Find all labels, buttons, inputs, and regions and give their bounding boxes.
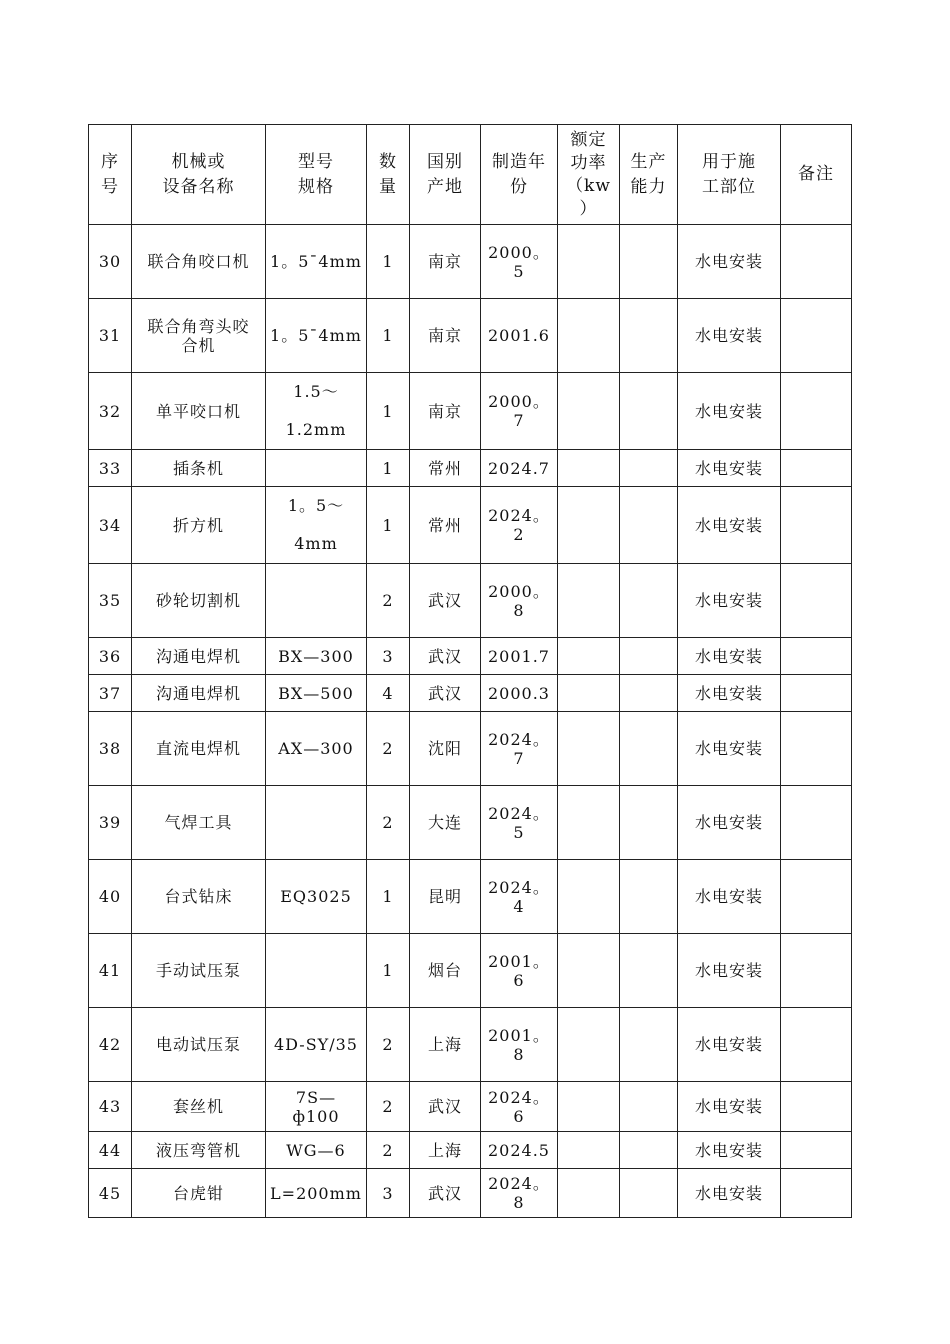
row-model — [266, 934, 367, 1008]
row-use: 水电安装 — [678, 712, 781, 786]
row-use: 水电安装 — [678, 638, 781, 675]
row-qty: 2 — [367, 1132, 410, 1169]
row-origin: 沈阳 — [410, 712, 481, 786]
row-use: 水电安装 — [678, 1082, 781, 1132]
table-row — [89, 675, 852, 712]
row-capacity — [620, 564, 678, 638]
header-qty: 数 量 — [367, 125, 410, 225]
row-qty: 1 — [367, 450, 410, 487]
row-use: 水电安装 — [678, 1008, 781, 1082]
row-year: 2024.7 — [481, 450, 558, 487]
table-row — [89, 638, 852, 675]
row-note — [781, 675, 852, 712]
row-model — [266, 450, 367, 487]
row-power — [558, 564, 620, 638]
table-row — [89, 299, 852, 373]
row-name: 折方机 — [132, 487, 266, 564]
row-note — [781, 860, 852, 934]
row-origin: 昆明 — [410, 860, 481, 934]
row-power — [558, 1082, 620, 1132]
row-name: 直流电焊机 — [132, 712, 266, 786]
row-note — [781, 638, 852, 675]
row-note — [781, 786, 852, 860]
row-no: 39 — [89, 786, 132, 860]
row-model — [266, 564, 367, 638]
row-no: 38 — [89, 712, 132, 786]
table-row — [89, 487, 852, 564]
row-use: 水电安装 — [678, 1132, 781, 1169]
row-year: 2000。 5 — [481, 225, 558, 299]
row-note — [781, 1008, 852, 1082]
row-name: 单平咬口机 — [132, 373, 266, 450]
row-power — [558, 299, 620, 373]
row-no: 36 — [89, 638, 132, 675]
row-year: 2024。 6 — [481, 1082, 558, 1132]
row-note — [781, 1082, 852, 1132]
row-year: 2024。 7 — [481, 712, 558, 786]
row-qty: 2 — [367, 712, 410, 786]
row-name: 电动试压泵 — [132, 1008, 266, 1082]
row-name: 套丝机 — [132, 1082, 266, 1132]
row-origin: 南京 — [410, 373, 481, 450]
table-row — [89, 712, 852, 786]
table-row — [89, 373, 852, 450]
row-origin: 常州 — [410, 487, 481, 564]
row-model — [266, 786, 367, 860]
row-note — [781, 487, 852, 564]
table-row — [89, 786, 852, 860]
row-origin: 常州 — [410, 450, 481, 487]
row-origin: 南京 — [410, 225, 481, 299]
row-use: 水电安装 — [678, 934, 781, 1008]
header-use: 用于施 工部位 — [678, 125, 781, 225]
row-capacity — [620, 675, 678, 712]
header-power: 额定 功率 （kw ） — [558, 125, 620, 225]
row-model: 1。5¯4mm — [266, 225, 367, 299]
row-no: 31 — [89, 299, 132, 373]
row-capacity — [620, 860, 678, 934]
row-note — [781, 712, 852, 786]
row-qty: 4 — [367, 675, 410, 712]
row-name: 沟通电焊机 — [132, 675, 266, 712]
row-capacity — [620, 1008, 678, 1082]
row-origin: 南京 — [410, 299, 481, 373]
row-model: L=200mm — [266, 1169, 367, 1218]
row-year: 2000。 8 — [481, 564, 558, 638]
row-no: 37 — [89, 675, 132, 712]
row-year: 2024。 4 — [481, 860, 558, 934]
header-name: 机械或 设备名称 — [132, 125, 266, 225]
row-power — [558, 225, 620, 299]
row-name: 砂轮切割机 — [132, 564, 266, 638]
table-row — [89, 564, 852, 638]
row-year: 2024。 5 — [481, 786, 558, 860]
row-capacity — [620, 487, 678, 564]
row-no: 32 — [89, 373, 132, 450]
row-qty: 1 — [367, 225, 410, 299]
table-row — [89, 225, 852, 299]
table-row — [89, 1132, 852, 1169]
row-year: 2024.5 — [481, 1132, 558, 1169]
row-use: 水电安装 — [678, 450, 781, 487]
row-capacity — [620, 1082, 678, 1132]
row-power — [558, 1169, 620, 1218]
row-use: 水电安装 — [678, 1169, 781, 1218]
row-year: 2001。 6 — [481, 934, 558, 1008]
row-power — [558, 487, 620, 564]
row-origin: 上海 — [410, 1008, 481, 1082]
row-use: 水电安装 — [678, 225, 781, 299]
table-row — [89, 860, 852, 934]
row-model: WG—6 — [266, 1132, 367, 1169]
row-year: 2024。 2 — [481, 487, 558, 564]
row-name: 插条机 — [132, 450, 266, 487]
header-no: 序 号 — [89, 125, 132, 225]
row-model: 1。5～ 4mm — [266, 487, 367, 564]
row-origin: 武汉 — [410, 638, 481, 675]
row-name: 液压弯管机 — [132, 1132, 266, 1169]
header-capacity: 生产 能力 — [620, 125, 678, 225]
row-capacity — [620, 373, 678, 450]
row-qty: 3 — [367, 1169, 410, 1218]
table-row — [89, 934, 852, 1008]
row-note — [781, 299, 852, 373]
row-origin: 武汉 — [410, 675, 481, 712]
row-origin: 武汉 — [410, 564, 481, 638]
row-name: 手动试压泵 — [132, 934, 266, 1008]
equipment-table — [88, 124, 852, 1218]
row-capacity — [620, 225, 678, 299]
table-body — [89, 225, 852, 1218]
table-row — [89, 1008, 852, 1082]
row-name: 台虎钳 — [132, 1169, 266, 1218]
row-qty: 1 — [367, 373, 410, 450]
row-model: AX—300 — [266, 712, 367, 786]
row-no: 44 — [89, 1132, 132, 1169]
row-note — [781, 450, 852, 487]
row-origin: 大连 — [410, 786, 481, 860]
row-capacity — [620, 786, 678, 860]
row-note — [781, 1132, 852, 1169]
row-qty: 3 — [367, 638, 410, 675]
row-power — [558, 675, 620, 712]
row-model: 1。5¯4mm — [266, 299, 367, 373]
row-model: 4D-SY/35 — [266, 1008, 367, 1082]
row-use: 水电安装 — [678, 675, 781, 712]
row-use: 水电安装 — [678, 299, 781, 373]
row-qty: 2 — [367, 786, 410, 860]
row-use: 水电安装 — [678, 373, 781, 450]
row-no: 30 — [89, 225, 132, 299]
row-qty: 2 — [367, 564, 410, 638]
row-note — [781, 934, 852, 1008]
row-model: EQ3025 — [266, 860, 367, 934]
row-model: BX—300 — [266, 638, 367, 675]
table-row — [89, 450, 852, 487]
header-origin: 国别 产地 — [410, 125, 481, 225]
header-note: 备注 — [781, 125, 852, 225]
row-qty: 2 — [367, 1008, 410, 1082]
header-model: 型号 规格 — [266, 125, 367, 225]
row-note — [781, 225, 852, 299]
row-capacity — [620, 638, 678, 675]
row-origin: 武汉 — [410, 1082, 481, 1132]
row-capacity — [620, 1132, 678, 1169]
row-capacity — [620, 1169, 678, 1218]
row-qty: 1 — [367, 934, 410, 1008]
row-name: 气焊工具 — [132, 786, 266, 860]
row-no: 41 — [89, 934, 132, 1008]
row-capacity — [620, 450, 678, 487]
row-no: 40 — [89, 860, 132, 934]
row-origin: 烟台 — [410, 934, 481, 1008]
row-power — [558, 1008, 620, 1082]
row-no: 43 — [89, 1082, 132, 1132]
row-qty: 2 — [367, 1082, 410, 1132]
row-power — [558, 1132, 620, 1169]
row-power — [558, 373, 620, 450]
row-name: 沟通电焊机 — [132, 638, 266, 675]
row-name: 联合角咬口机 — [132, 225, 266, 299]
row-name: 联合角弯头咬 合机 — [132, 299, 266, 373]
row-capacity — [620, 299, 678, 373]
row-use: 水电安装 — [678, 564, 781, 638]
row-year: 2000。 7 — [481, 373, 558, 450]
row-no: 42 — [89, 1008, 132, 1082]
row-use: 水电安装 — [678, 860, 781, 934]
row-no: 45 — [89, 1169, 132, 1218]
row-note — [781, 564, 852, 638]
row-no: 34 — [89, 487, 132, 564]
row-year: 2000.3 — [481, 675, 558, 712]
row-use: 水电安装 — [678, 487, 781, 564]
row-model: 7S— ф100 — [266, 1082, 367, 1132]
row-qty: 1 — [367, 487, 410, 564]
row-capacity — [620, 712, 678, 786]
row-note — [781, 373, 852, 450]
row-power — [558, 860, 620, 934]
header-year: 制造年 份 — [481, 125, 558, 225]
row-no: 35 — [89, 564, 132, 638]
row-note — [781, 1169, 852, 1218]
row-use: 水电安装 — [678, 786, 781, 860]
row-year: 2001.7 — [481, 638, 558, 675]
table-row — [89, 1169, 852, 1218]
row-year: 2001.6 — [481, 299, 558, 373]
header-row — [89, 125, 852, 225]
row-model: 1.5～ 1.2mm — [266, 373, 367, 450]
row-origin: 上海 — [410, 1132, 481, 1169]
row-year: 2024。 8 — [481, 1169, 558, 1218]
table-row — [89, 1082, 852, 1132]
row-capacity — [620, 934, 678, 1008]
row-power — [558, 450, 620, 487]
row-power — [558, 786, 620, 860]
row-name: 台式钻床 — [132, 860, 266, 934]
row-qty: 1 — [367, 860, 410, 934]
row-year: 2001。 8 — [481, 1008, 558, 1082]
row-no: 33 — [89, 450, 132, 487]
row-qty: 1 — [367, 299, 410, 373]
row-power — [558, 934, 620, 1008]
row-power — [558, 712, 620, 786]
row-origin: 武汉 — [410, 1169, 481, 1218]
row-model: BX—500 — [266, 675, 367, 712]
row-power — [558, 638, 620, 675]
